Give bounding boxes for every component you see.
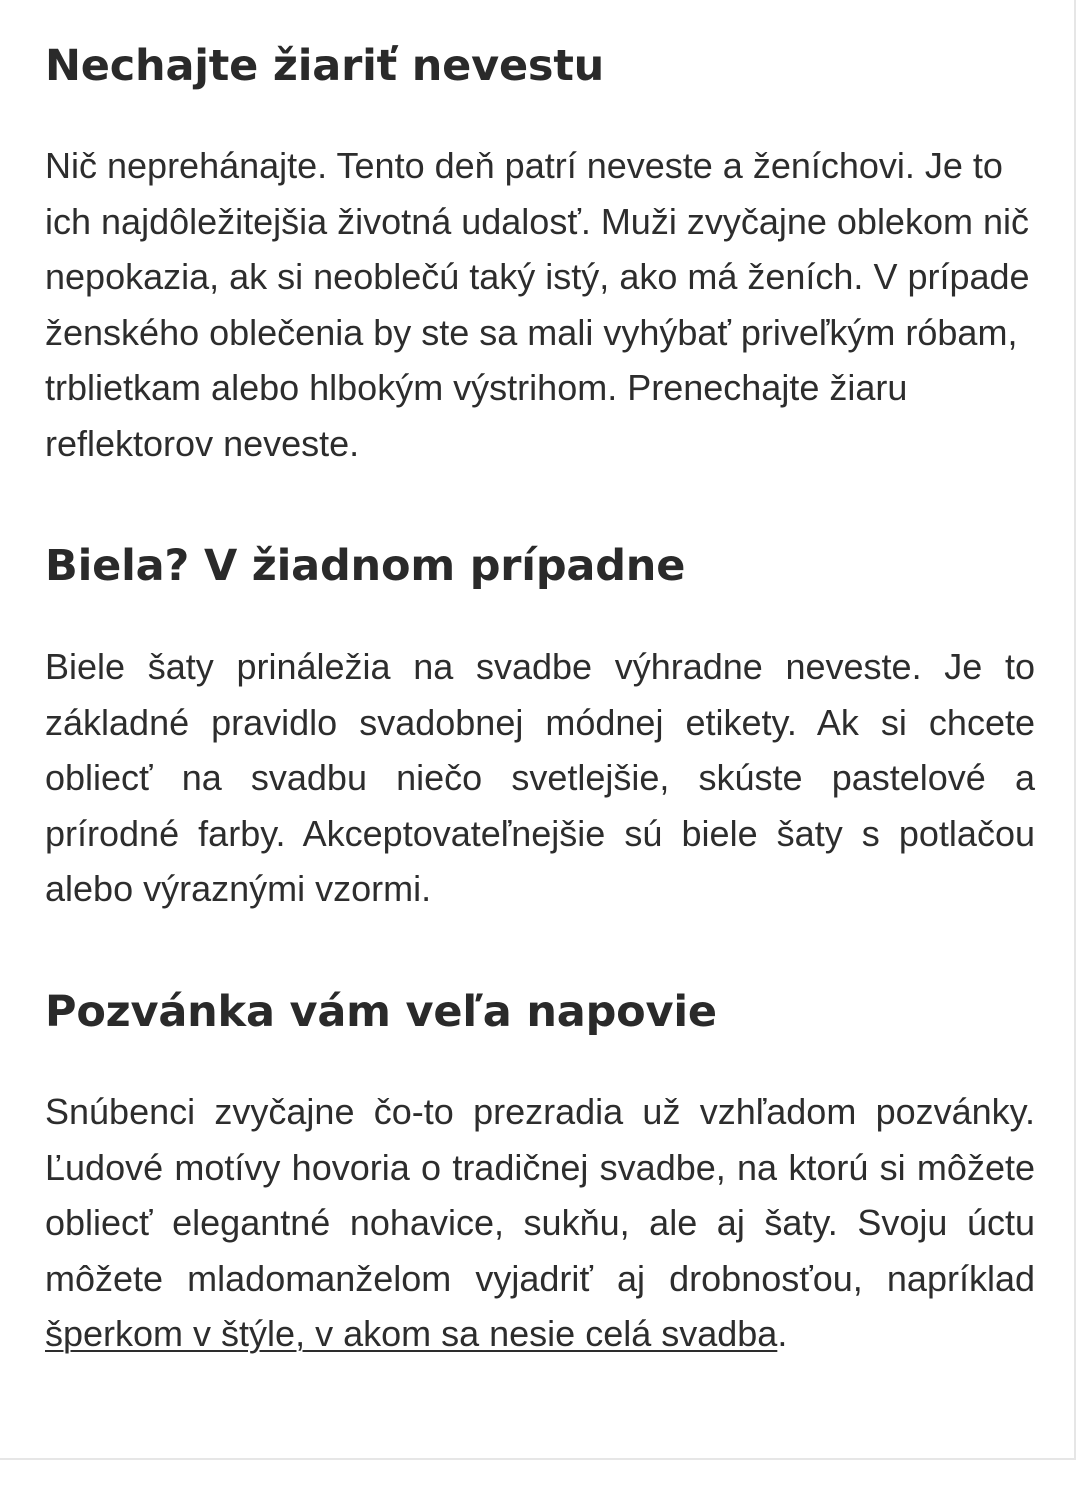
section-paragraph-glow-bride: Nič neprehánajte. Tento deň patrí neveste a ženíchovi. Je to ich najdôležitejšia životná udalosť. Muži zvyčajne oblekom nič nepokazia, ak si neoblečú taký istý, ako má ženích. V prípade ženského oblečenia by ste sa mali vyhýbať priveľkým róbam, trblietkam alebo hlbokým výstrihom. Prenechajte žiaru reflektorov neveste. <box>45 145 1030 464</box>
section-paragraph-white-no: Biele šaty prináležia na svadbe výhradne neveste. Je to základné pravidlo svadobnej módnej etikety. Ak si chcete obliecť na svadbu niečo svetlejšie, skúste pastelové a prírodné farby. Akceptovateľnejšie sú biele šaty s potlačou alebo výraznými vzormi. <box>45 646 1035 909</box>
section-paragraph-invitation <box>45 1084 1035 1362</box>
section-heading-invitation: Pozvánka vám veľa napovie <box>45 987 717 1037</box>
paragraph-text-after-link: . <box>777 1313 788 1354</box>
jewelry-style-link[interactable]: šperkom v štýle, v akom sa nesie celá svadba <box>45 1313 778 1354</box>
section-heading-white-no: Biela? V žiadnom prípadne <box>45 541 686 591</box>
paragraph-text-before-link: Snúbenci zvyčajne čo-to prezradia už vzhľadom pozvánky. Ľudové motívy hovoria o tradičnej svadbe, na ktorú si môžete obliecť elegantné nohavice, sukňu, ale aj šaty. Svoju úctu môžete mladomanželom vyjadriť aj drobnosťou, napríklad <box>45 1091 1035 1299</box>
section-heading-glow-bride: Nechajte žiariť nevestu <box>45 41 605 91</box>
